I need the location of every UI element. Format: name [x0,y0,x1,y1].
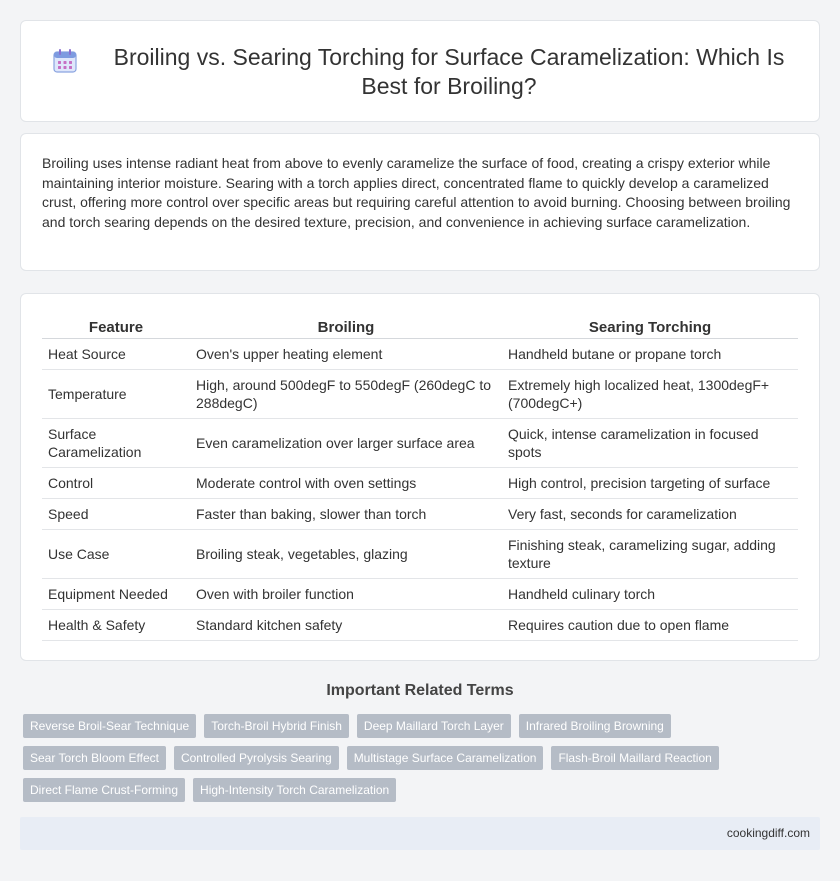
feature-cell: Speed [42,498,190,529]
page-title: Broiling vs. Searing Torching for Surface Caramelization: Which Is Best for Broiling? [113,44,785,99]
intro-card [20,133,820,271]
related-term-tag[interactable]: Deep Maillard Torch Layer [357,714,511,738]
table-row [42,578,798,609]
calendar-icon [51,47,79,75]
broiling-cell: Faster than baking, slower than torch [190,498,502,529]
related-term-tag[interactable]: Infrared Broiling Browning [519,714,671,738]
related-term-tag[interactable]: Controlled Pyrolysis Searing [174,746,339,770]
torching-cell: Handheld butane or propane torch [502,338,798,369]
broiling-cell: High, around 500degF to 550degF (260degC to 288degC) [190,369,502,418]
feature-cell: Health & Safety [42,609,190,640]
intro-paragraph: Broiling uses intense radiant heat from above to evenly caramelize the surface of food, creating a crispy exterior while maintaining interior moisture. Searing with a torch applies direct, concentrated flame to quickly develop a caramelized crust, offering more control over specific areas but requiring careful attention to avoid burning. Choosing between broiling and torch searing depends on the desired texture, precision, and convenience in achieving surface caramelization. [42,155,791,230]
comparison-card [20,293,820,661]
torching-cell: High control, precision targeting of surface [502,467,798,498]
broiling-cell: Standard kitchen safety [190,609,502,640]
footer-site-link[interactable]: cookingdiff.com [726,826,810,840]
feature-cell: Control [42,467,190,498]
torching-cell: Finishing steak, caramelizing sugar, adding texture [502,529,798,578]
table-row [42,529,798,578]
feature-cell: Heat Source [42,338,190,369]
header-broiling: Broiling [190,316,502,338]
related-terms-title: Important Related Terms [326,682,514,699]
related-term-tag[interactable]: Direct Flame Crust-Forming [23,778,185,802]
header-feature: Feature [42,316,190,338]
torching-cell: Extremely high localized heat, 1300degF+ (700degC+) [502,369,798,418]
feature-cell: Temperature [42,369,190,418]
broiling-cell: Even caramelization over larger surface area [190,418,502,467]
related-term-tag[interactable]: Reverse Broil-Sear Technique [23,714,196,738]
related-terms-list [23,714,803,802]
comparison-table [42,316,798,641]
table-row [42,418,798,467]
feature-cell: Surface Caramelization [42,418,190,467]
title-wrap [51,43,799,101]
torching-cell: Quick, intense caramelization in focused spots [502,418,798,467]
feature-cell: Equipment Needed [42,578,190,609]
broiling-cell: Moderate control with oven settings [190,467,502,498]
table-header-row [42,316,798,338]
torching-cell: Requires caution due to open flame [502,609,798,640]
torching-cell: Very fast, seconds for caramelization [502,498,798,529]
broiling-cell: Oven with broiler function [190,578,502,609]
torching-cell: Handheld culinary torch [502,578,798,609]
table-row [42,369,798,418]
footer [20,817,820,850]
table-row [42,338,798,369]
table-row [42,609,798,640]
related-term-tag[interactable]: Sear Torch Bloom Effect [23,746,166,770]
header-searing-torching: Searing Torching [502,316,798,338]
feature-cell: Use Case [42,529,190,578]
table-row [42,467,798,498]
broiling-cell: Oven's upper heating element [190,338,502,369]
related-term-tag[interactable]: Multistage Surface Caramelization [347,746,544,770]
title-card [20,20,820,122]
table-row [42,498,798,529]
related-term-tag[interactable]: Torch-Broil Hybrid Finish [204,714,349,738]
broiling-cell: Broiling steak, vegetables, glazing [190,529,502,578]
related-term-tag[interactable]: High-Intensity Torch Caramelization [193,778,396,802]
related-term-tag[interactable]: Flash-Broil Maillard Reaction [551,746,718,770]
